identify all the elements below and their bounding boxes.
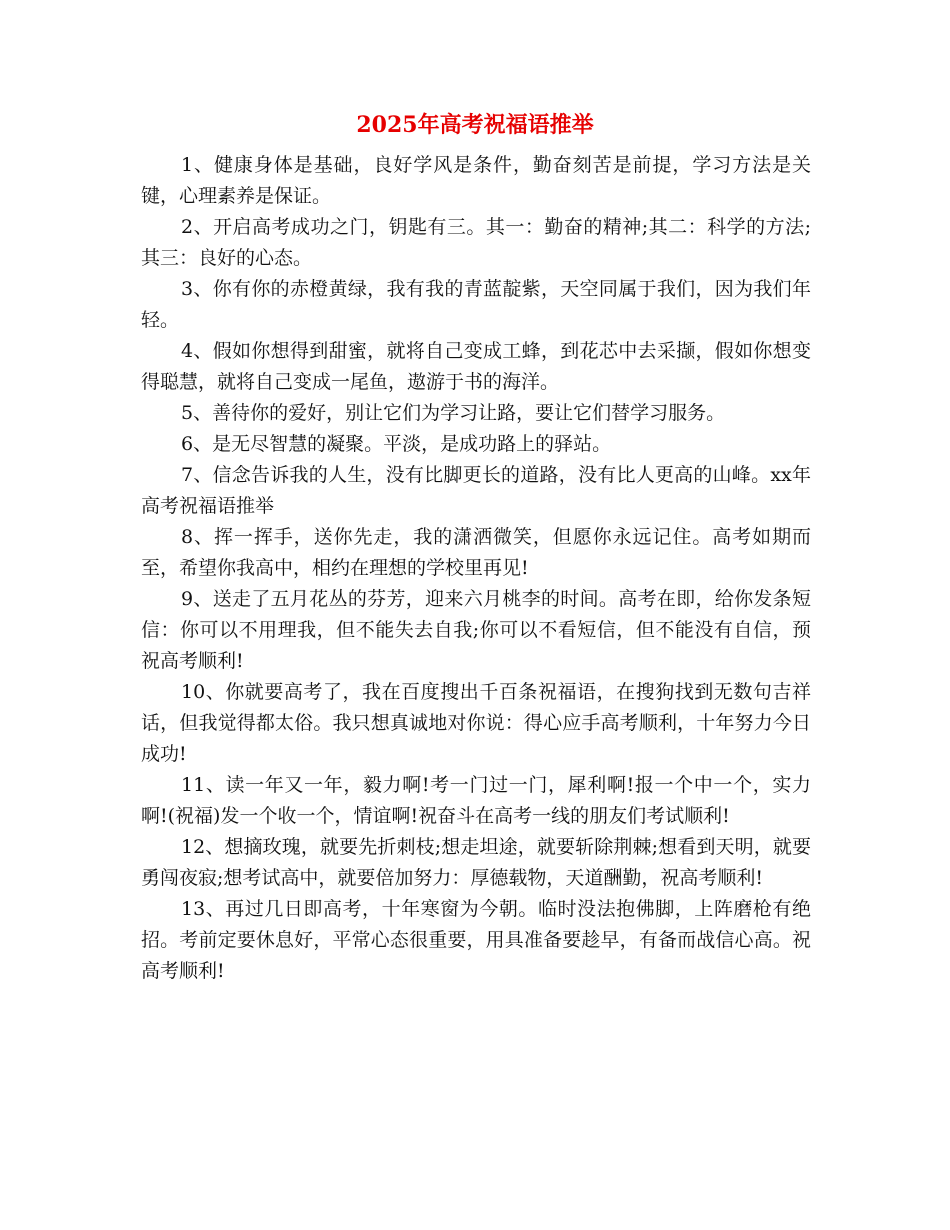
document-title: 2025年高考祝福语推举	[356, 112, 594, 138]
paragraph-12: 12、想摘玫瑰，就要先折刺枝;想走坦途，就要斩除荆棘;想看到天明，就要勇闯夜寂;想考试高中，就要倍加努力：厚德载物，天道酬勤，祝高考顺利!	[141, 836, 811, 889]
paragraph-8: 8、挥一挥手，送你先走，我的潇洒微笑，但愿你永远记住。高考如期而至，希望你我高中，相约在理想的学校里再见!	[141, 526, 811, 579]
paragraph-6: 6、是无尽智慧的凝聚。平淡，是成功路上的驿站。	[181, 433, 612, 455]
paragraph-13: 13、再过几日即高考，十年寒窗为今朝。临时没法抱佛脚，上阵磨枪有绝招。考前定要休息好，平常心态很重要，用具准备要趁早，有备而战信心高。祝高考顺利!	[141, 898, 811, 982]
paragraph-1: 1、健康身体是基础，良好学风是条件，勤奋刻苦是前提，学习方法是关键，心理素养是保证。	[141, 154, 811, 207]
paragraph-5: 5、善待你的爱好，别让它们为学习让路，要让它们替学习服务。	[181, 402, 726, 424]
paragraph-9: 9、送走了五月花丛的芬芳，迎来六月桃李的时间。高考在即，给你发条短信：你可以不用理我，但不能失去自我;你可以不看短信，但不能没有自信，预祝高考顺利!	[141, 588, 811, 672]
paragraph-3: 3、你有你的赤橙黄绿，我有我的青蓝靛紫，天空同属于我们，因为我们年轻。	[141, 278, 811, 331]
paragraph-11: 11、读一年又一年，毅力啊!考一门过一门，犀利啊!报一个中一个，实力啊!(祝福)发一个收一个，情谊啊!祝奋斗在高考一线的朋友们考试顺利!	[141, 774, 811, 827]
paragraph-4: 4、假如你想得到甜蜜，就将自己变成工蜂，到花芯中去采撷，假如你想变得聪慧，就将自己变成一尾鱼，遨游于书的海洋。	[141, 340, 811, 393]
paragraph-7: 7、信念告诉我的人生，没有比脚更长的道路，没有比人更高的山峰。xx年高考祝福语推举	[141, 464, 811, 517]
document-body	[141, 150, 811, 987]
paragraph-2: 2、开启高考成功之门，钥匙有三。其一：勤奋的精神;其二：科学的方法;其三：良好的心态。	[141, 216, 811, 269]
paragraph-10: 10、你就要高考了，我在百度搜出千百条祝福语，在搜狗找到无数句吉祥话，但我觉得都太俗。我只想真诚地对你说：得心应手高考顺利，十年努力今日成功!	[141, 681, 811, 765]
